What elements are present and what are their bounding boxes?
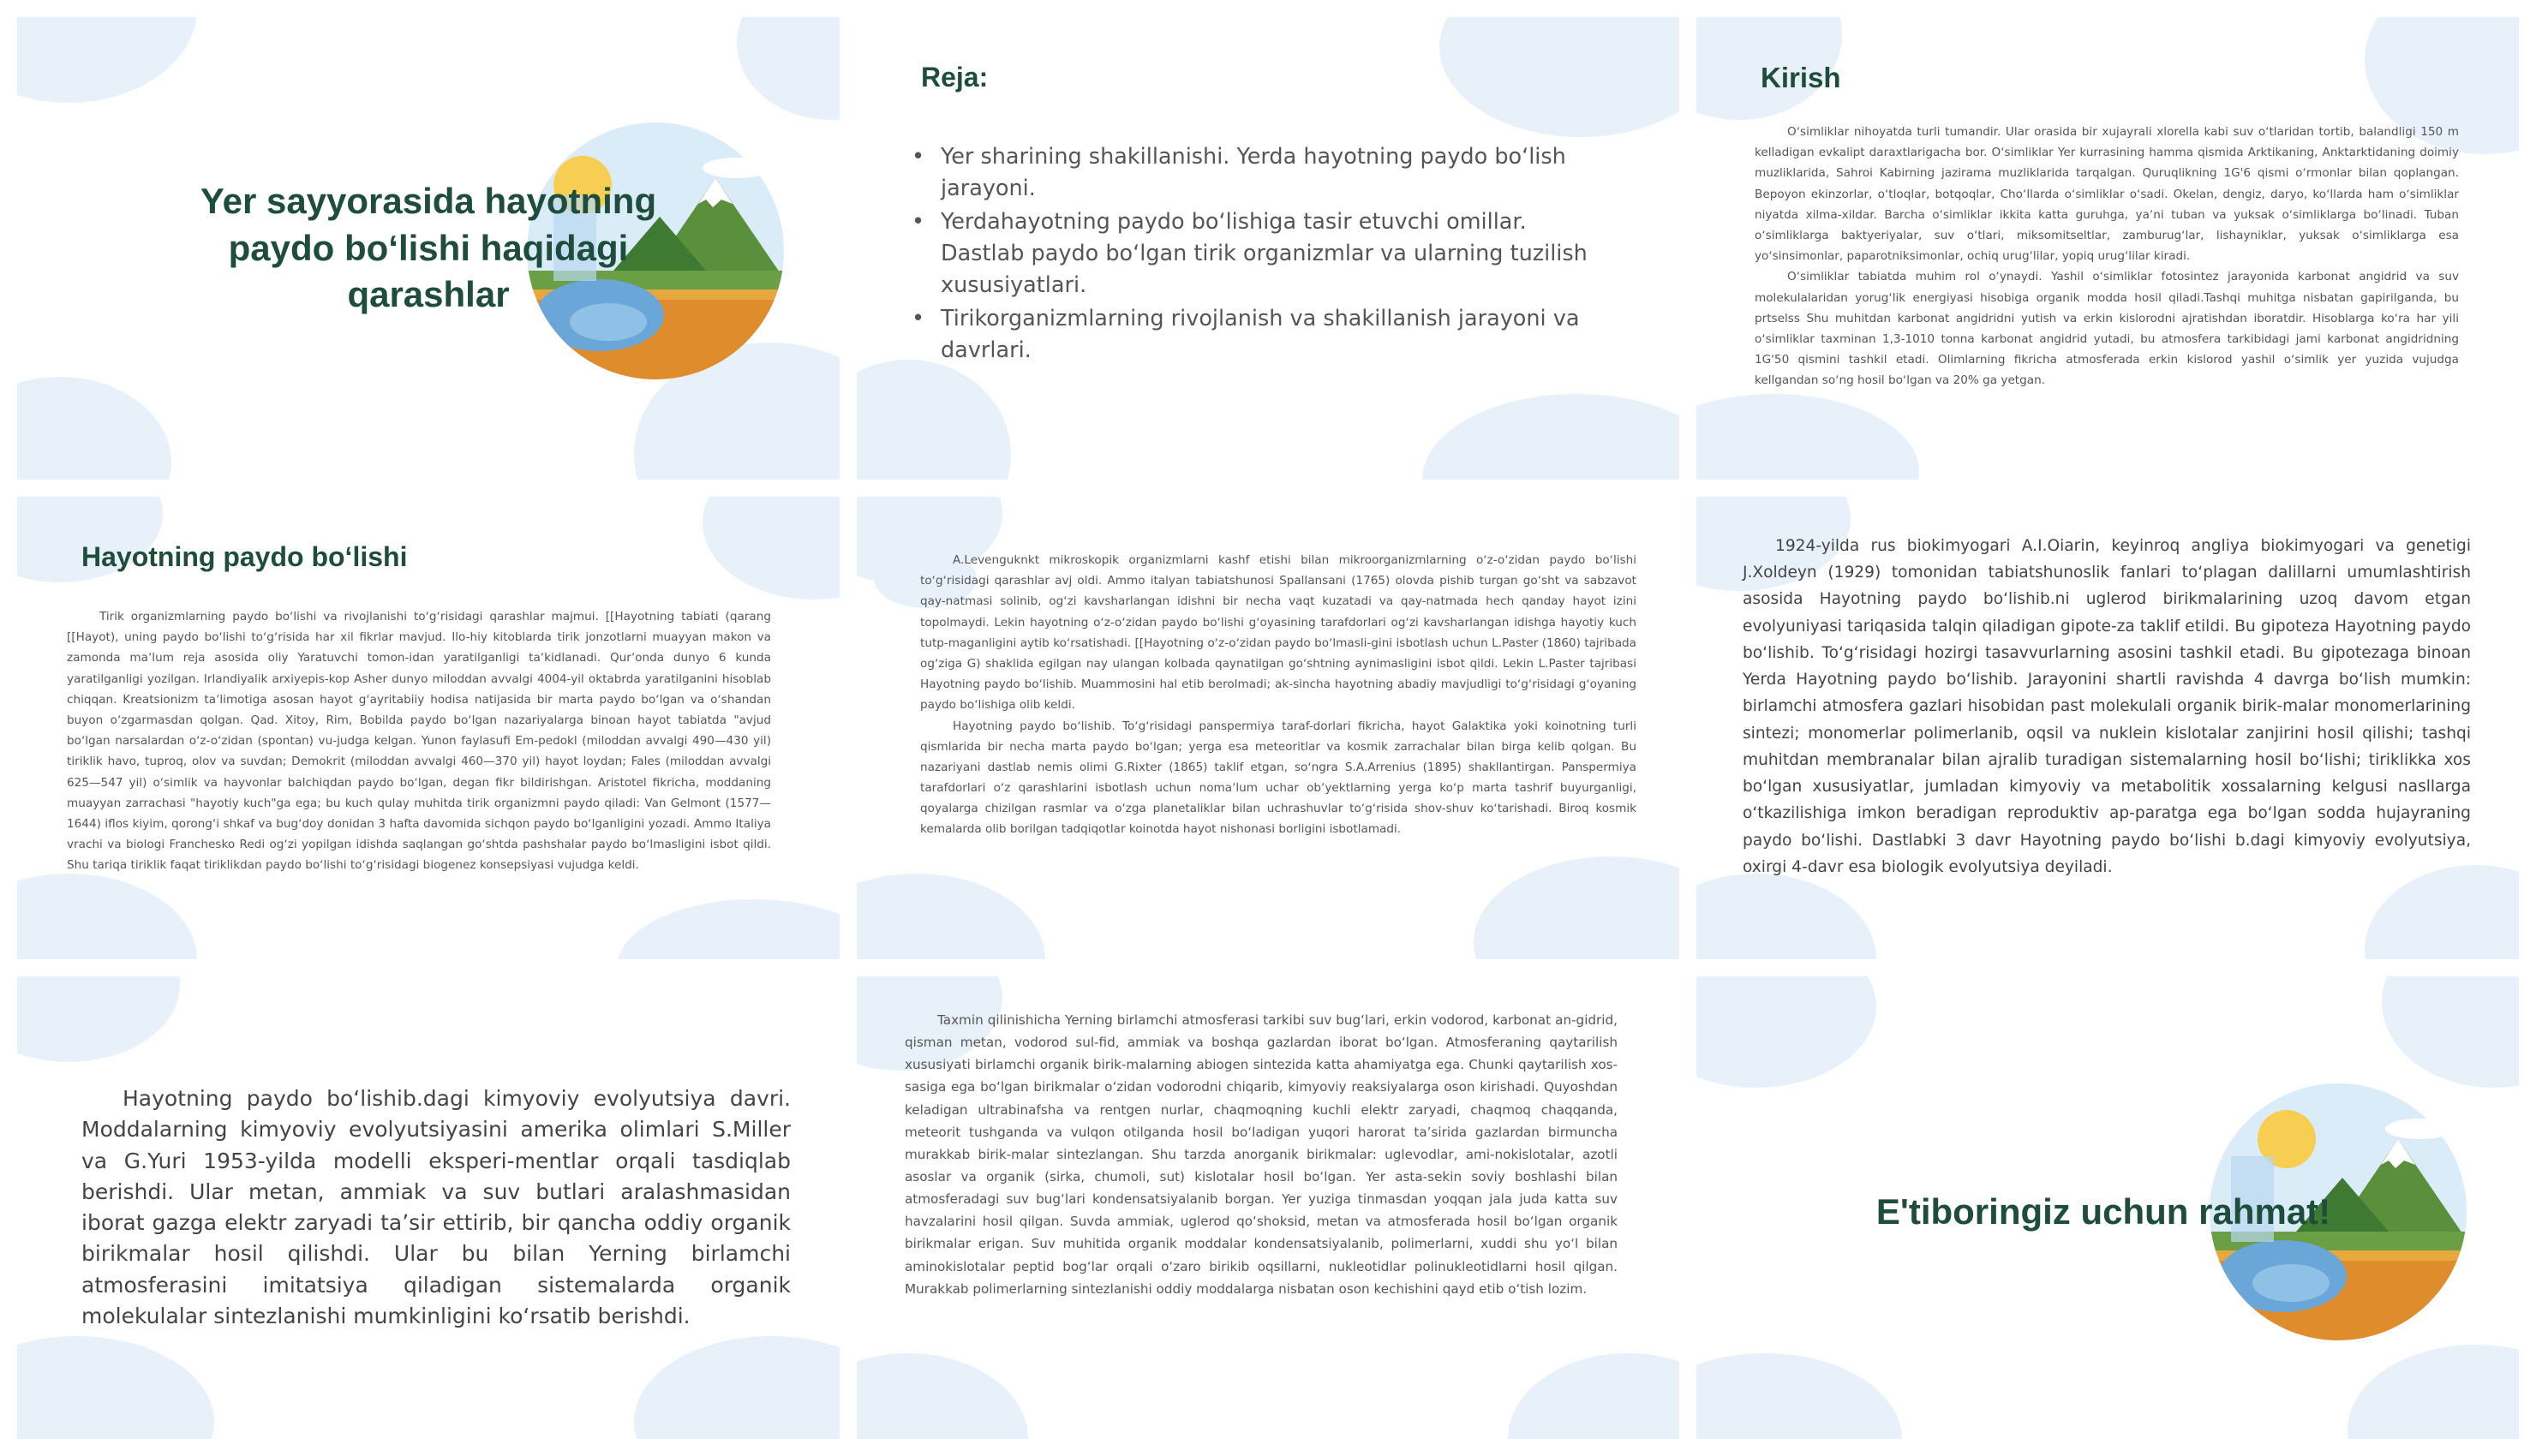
paragraph: Hayotning paydo boʻlishib. Toʻgʻrisidagi panspermiya taraf-dorlari fikricha, hayot Galaktika yoki koinotning turli qismlarida bir necha marta paydo boʻlgan; yerga esa meteoritlar va kosmik zarrachalar bilan birga kelib qolgan. Bu nazariyani dastlab nemis olimi G.Rixter (1865) taklif etgan, soʻngra S.A.Arrenius (1895) shakllantirgan. Panspermiya tarafdorlari oʻz qarashlarini isbotlash uchun nomaʼlum uchar obʼyektlarning yerga koʻp marta tashrif buyurganligi, qoyalarga chizilgan rasmlar va oʻzga planetaliklar bilan uchrashuvlar toʻgʻrisida shov-shuv koʻtarishadi. Biroq kosmik kemalarda olib borilgan tadqiqotlar koinotda hayot nishonasi borligini isbotlamadi.	[920, 719, 1636, 837]
plan-list	[908, 141, 1611, 368]
background-shape	[737, 17, 840, 120]
slide-title	[17, 17, 840, 480]
plan-item: • Tirikorganizmlarning rivojlanish va shakillanish jarayoni va davrlari.	[908, 303, 1611, 367]
paragraph: Tirik organizmlarning paydo boʻlishi va rivojlanishi toʻgʻrisidagi qarashlar majmui. [[Hayotning tabiati (qarang [[Hayot), uning paydo boʻlishi toʻgʻrisida har xil fikrlar mavjud. Ilo-hiy kitoblarda tirik jonzotlarni muayyan makon va zamonda maʼlum reja asosida oliy Yaratuvchi tomon-idan yaratilganligi taʼkidlanadi. Qurʼonda dunyo 6 kunda yaratilganligi yozilgan. Irlandiyalik arxiyepis-kop Asher dunyo miloddan avvalgi 4004-yil oktabrda yaratilganini hisoblab chiqqan. Kreatsionizm taʼlimotiga asosan hayot gʻayritabiiy hodisa natijasida bir marta paydo boʻlgan va oʻshandan buyon oʻzgarmasdan qolgan. Qad. Xitoy, Rim, Bobilda paydo boʻlgan nazariyalarga binoan hayot tabiatda "avjud boʻlgan narsalardan oʻz-oʻzidan (spontan) vu-judga kelgan. Yunon faylasufi Em-pedokl (miloddan avvalgi 490—430 yil) tiriklik havo, tuproq, olov va suvdan; Demokrit (miloddan avvalgi 460—370 yil) hayot loydan; Fales (miloddan avvalgi 625—547 yil) oʻsimlik va hayvonlar balchiqdan paydo boʻlgan, degan fikr bildirishgan. Aristotel fikricha, moddaning muayyan zarrachasi "hayotiy kuch"ga ega; bu kuch qulay muhitda tirik organizmni paydo qiladi: Van Gelmont (1577—1644) iflos kiyim, qorongʻi shkaf va bugʻdoy donidan 3 hafta davomida sichqon paydo boʻlganligini yozadi. Ammo Italiya vrachi va biologi Franchesko Redi ogʻzi yopilgan idishda saqlangan goʻshtda pashshalar paydo boʻlmasligini isbot qildi. Shu tariqa tiriklik faqat tiriklikdan paydo boʻlishi toʻgʻrisidagi biogenez konsepsiyasi vujudga keldi.	[67, 610, 771, 873]
background-shape	[1696, 874, 1876, 959]
introduction-heading: Kirish	[1761, 62, 1841, 93]
paragraph: A.Levenguknkt mikroskopik organizmlarni kashf etishi bilan mikroorganizmlarning oʻz-oʻzidan paydo boʻlishi toʻgʻrisidagi qarashlar avj oldi. Ammo italyan tabiatshunosi Spallansani (1765) olovda pishib turgan goʻsht va sabzavot qay-natmasi solinib, ogʻzi kavsharlangan idishni bir necha vaqt kuzatadi va qay-natmada hech qanday hayot izini topolmaydi. Lekin hayotning oʻz-oʻzidan paydo boʻlishi gʻoyasining tarafdorlari ogʻzi kavsharlangan idishga hayotiy kuch tutp-maganligini aytib koʻrsatishadi. [[Hayotning oʻz-oʻzidan paydo boʻlmasli-gini isbotlash uchun L.Paster (1860) tajribada ogʻziga G) shaklida egilgan nay ulangan kolbada qaynatilgan goʻshtning aynimasligini isbot qildi. Lekin L.Paster tajribasi Hayotning paydo boʻlishib. Muammosini hal etib berolmadi; ak-sincha hayotning abadiy mavjudligi toʻgʻrisidagi gʻoyaning paydo boʻlishiga olib keldi.	[920, 553, 1636, 713]
paragraph: Hayotning paydo boʻlishib.dagi kimyoviy evolyutsiya davri. Moddalarning kimyoviy evolyutsiyasini amerika olimlari S.Miller va G.Yuri 1953-yilda modelli eksperi-mentlar orqali tasdiqlab berishdi. Ular metan, ammiak va suv butlari aralashmasidan iborat gazga elektr zaryadi taʼsir ettirib, bir qancha oddiy organik birikmalar hosil qilishdi. Ular bu bilan Yerning birlamchi atmosferasini imitatsiya qiladigan sistemalarda organik molekulalar sintezlanishi mumkinligini koʻrsatib berishdi.	[81, 1086, 791, 1328]
background-shape	[1474, 856, 1679, 959]
spontaneous-body	[920, 550, 1636, 840]
introduction-body	[1755, 122, 2459, 391]
background-shape	[1439, 17, 1679, 137]
background-shape	[17, 377, 171, 480]
plan-item: • Yerdahayotning paydo boʻlishiga tasir etuvchi omillar. Dastlab paydo boʻlgan tirik organizmlar va ularning tuzilish xususiyatlari.	[908, 206, 1611, 301]
atmosphere-body	[905, 1009, 1618, 1300]
origin-body	[67, 606, 771, 875]
background-shape	[17, 17, 197, 103]
background-shape	[634, 1336, 840, 1439]
background-shape	[1696, 394, 1919, 480]
plan-heading: Reja:	[921, 62, 989, 92]
slide-origin-of-life	[17, 497, 840, 959]
background-shape	[1696, 976, 1876, 1088]
paragraph: 1924-yilda rus biokimyogari A.I.Oiarin, keyinroq angliya biokimyogari va genetigi J.Xoldeyn (1929) tomonidan tabiatshunoslik fanlari toʻplagan dalillarni umumlashtirish asosida Hayotning paydo boʻlishib.ni uglerod birikmalarining uzoq davom etgan evolyuniyasi tariqasida talqin qiladigan gipote-za taklif etildi. Bu gipoteza Hayotning paydo boʻlishib. Toʻgʻrisidagi hozirgi tasavvurlarning asosini tashkil etadi. Bu gipotezaga binoan Yerda Hayotning paydo boʻlishib. Jarayonini shartli ravishda 4 davrga boʻlish mumkin: birlamchi atmosfera gazlari hisobidan past molekulali organik birik-malar monomerlarining sintezi; monomerlar polimerlanib, oqsil va nuklein kislotalar zanjirini hosil qilishi; tashqi muhitdan membranalar bilan ajralib turadigan sistemalarning hosil boʻlishi; tiriklikka xos boʻlgan xususiyatlar, jumladan kimyoviy va metabolitik xossalarning kelgusi nasllarga oʻtkazilishiga imkon beradigan reproduktiv ap-paratga ega boʻlgan sodda hujayraning paydo boʻlishi. Dastlabki 3 davr Hayotning paydo boʻlishi b.dagi kimyoviy evolyutsiya, oxirgi 4-davr esa biologik evolyutsiya deyiladi.	[1743, 537, 2471, 876]
paragraph: Oʻsimliklar tabiatda muhim rol oʻynaydi. Yashil oʻsimliklar fotosintez jarayonida karbonat angidrid va suv molekulalaridan yorugʻlik energiyasi hisobiga organik modda hosil qiladi.Tashqi muhitga nisbatan gapirilganda, bu prtselss Shu muhitdan karbonat angidridni yutish va erkin kislorodni ajratishdan iboratdir. Hisoblarga koʻra har yili oʻsimliklar taxminan 1,3-1010 tonna karbonat angidrid yutadi, bu atmosfera tarkibidagi jami karbonat angidridning 1G'50 qismini tashkil etadi. Olimlarning fikricha atmosferada erkin kislorod yashil oʻsimlik yer yuzida vujudga kellgandan soʻng hosil boʻlgan va 20% ga yetgan.	[1755, 270, 2459, 388]
background-shape	[1422, 394, 1679, 480]
slide-plan	[857, 17, 1679, 480]
paragraph: Oʻsimliklar nihoyatda turli tumandir. Ular orasida bir xujayrali xlorella kabi suv oʻtlaridan tortib, balandligi 150 m kelladigan evkalipt daraxtlarigacha bor. Oʻsimliklar Yer kurrasining hamma qismida Arktikaning, Anktarktidaning doimiy muzliklarida, Sahroi Kabirning jazirama muzliklarida tarqalgan. Quruqlikning 1G'6 qismi oʻrmonlar bilan qoplangan. Bepoyon ekinzorlar, oʻtloqlar, botqoqlar, Choʻllarda oʻsimliklar oʻsadi. Okelan, dengiz, daryo, koʻllarda ham oʻsimliklar niyatda xilma-xildar. Barcha oʻsimliklar ikkita katta guruhga, yaʼni tuban va yuksak oʻsimliklarga boʻlinadi. Tuban oʻsimliklarga baktyeriyalar, suv oʻtlari, miksomitseltlar, zamburugʻlar, lishayniklar, yuksak oʻsimliklarga esa yoʻsinsimonlar, paparotniksimonlar, ochiq urugʻlilar, yopiq urugʻlilar kiradi.	[1755, 125, 2459, 264]
plan-item: • Yer sharining shakillanishi. Yerda hayotning paydo boʻlish jarayoni.	[908, 141, 1611, 205]
paragraph: Taxmin qilinishicha Yerning birlamchi atmosferasi tarkibi suv bugʻlari, erkin vodorod, karbonat an-gidrid, qisman metan, vodorod sul-fid, ammiak va boshqa gazlardan iborat boʻlgan. Atmosferaning qaytarilish xususiyati birlamchi organik birik-malarning abiogen sintezida katta ahamiyatga ega. Chunki qaytarilish xos-sasiga ega boʻlgan birikmalar oʻzidan vodorodni chiqarib, kimyoviy reaksiyalarga oson kirishadi. Quyoshdan keladigan ultrabinafsha va rentgen nurlar, chaqmoqning kuchli elektr zaryadi, chaqmoq chaqqanda, meteorit tushganda va vulqon otilganda hosil boʻladigan yuqori harorat taʼsirida gazlardan birmuncha murakkab birik-malar sintezlangan. Shu tarzda anorganik birikmalar: uglevodlar, ami-nokislotalar, azotli asoslar va organik (sirka, chumoli, sut) kislotalar hosil boʻlgan. Yer asta-sekin soviy boshlashi bilan atmosferadagi suv bugʻlari kondensatsiyalanib borgan. Yer yuziga tinmasdan yoqqan jala juda katta suv havzalarini hosil qilgan. Suvda ammiak, uglerod qoʻshoksid, metan va atmosferada hosil boʻlgan organik birikmalar erigan. Suv muhitida organik moddalar kondensatsiyalanib, polimerlarni, xuddi shu yoʻl bilan aminokislotalar peptid bogʻlar orqali oʻzaro birikib oqsillarni, nukleotidlar polinukleotidlarni hosil qilgan. Murakkab polimerlarning sintezlanishi oddiy moddalarga nisbatan oson kechishini qayd etib oʻtish lozim.	[905, 1012, 1618, 1297]
slide-chemical-evolution	[17, 976, 840, 1439]
background-shape	[703, 497, 840, 600]
background-shape	[857, 874, 1045, 959]
chemical-evolution-body	[81, 1083, 791, 1332]
background-shape	[17, 1336, 214, 1439]
background-shape	[617, 899, 840, 959]
slide-oparin-hypothesis	[1696, 497, 2519, 959]
thank-you-text: E'tiboringiz uchun rahmat!	[1875, 1191, 2331, 1232]
background-shape	[1508, 1353, 1679, 1439]
background-shape	[17, 976, 180, 1062]
background-shape	[17, 874, 197, 959]
slide-title-text: Yer sayyorasida hayotning paydo boʻlishi haqidagi qarashlar	[200, 181, 657, 315]
oparin-body	[1743, 533, 2471, 880]
background-shape	[857, 1353, 1028, 1439]
slide-spontaneous-generation	[857, 497, 1679, 959]
background-shape	[1696, 1353, 1902, 1439]
background-shape	[2382, 976, 2519, 1088]
origin-heading: Hayotning paydo boʻlishi	[81, 541, 408, 572]
slide-primary-atmosphere	[857, 976, 1679, 1439]
slide-introduction	[1696, 17, 2519, 480]
background-shape	[2348, 1345, 2519, 1439]
slide-thank-you	[1696, 976, 2519, 1439]
background-shape	[857, 360, 1011, 480]
